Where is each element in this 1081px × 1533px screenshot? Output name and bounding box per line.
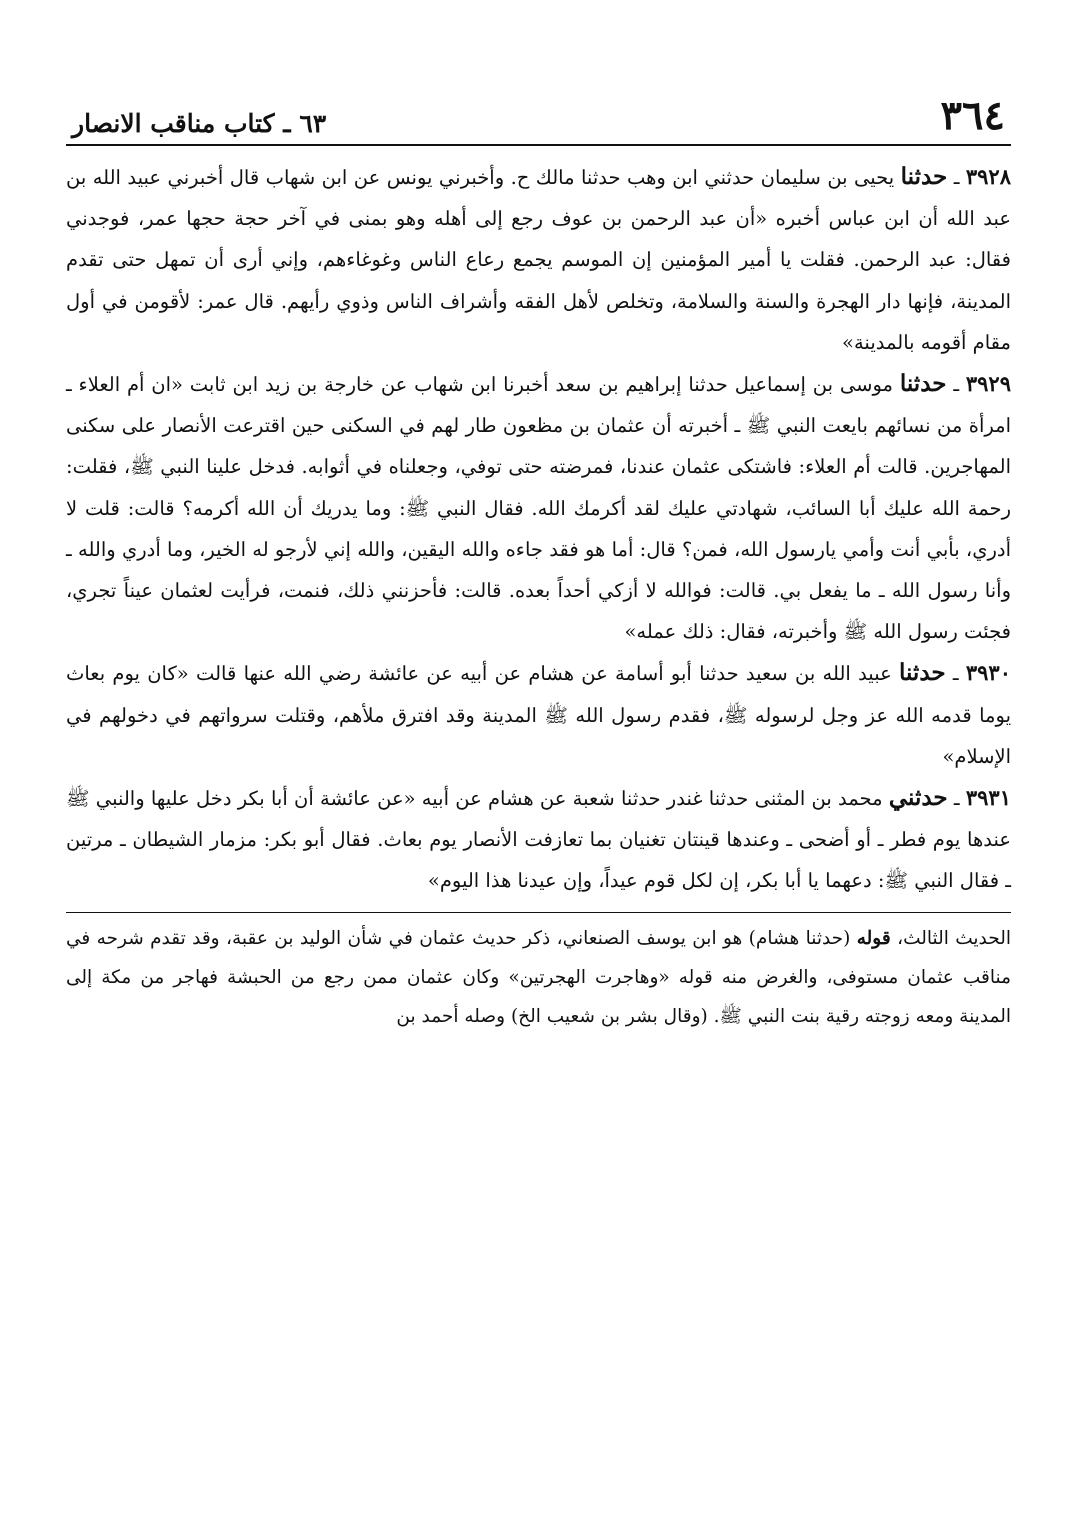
commentary-section bbox=[66, 912, 1011, 1036]
transmission-formula: حدثنا bbox=[899, 370, 947, 398]
hadith-number: ٣٩٣٠ bbox=[965, 660, 1011, 686]
running-title: ٦٣ ـ كتاب مناقب الانصار bbox=[72, 109, 327, 138]
hadith-3931: ٣٩٣١ ـ حدثني محمد بن المثنى حدثنا غندر حدثنا شعبة عن هشام عن أبيه «عن عائشة أن أبا بكر دخل عليها والنبي ﷺ عندها يوم فطر ـ أو أضحى ـ وعندها قينتان تغنيان بما تعازفت الأنصار يوم بعاث. فقال أبو بكر: مزمار الشيطان ـ مرتين ـ فقال النبي ﷺ: دعهما يا أبا بكر، إن لكل قوم عيداً، وإن عيدنا هذا اليوم» bbox=[66, 784, 1011, 893]
transmission-formula: حدثنا bbox=[898, 659, 946, 687]
commentary-text: (حدثنا هشام) هو ابن يوسف الصنعاني، ذكر حديث عثمان في شأن الوليد بن عقبة، وقد تقدم شرحه في مناقب عثمان مستوفى، والغرض منه قوله «وهاجرت الهجرتين» وكان عثمان ممن رجع من الحبشة فهاجر من مكة إلى المدينة ومعه زوجته رقية بنت النبي ﷺ. (وقال بشر بن شعيب الخ) وصله أحمد بن bbox=[66, 927, 1011, 1027]
hadith-3928: ٣٩٢٨ ـ حدثنا يحيى بن سليمان حدثني ابن وهب حدثنا مالك ح. وأخبرني يونس عن ابن شهاب قال أخبرني عبيد الله بن عبد الله أن ابن عباس أخبره «أن عبد الرحمن بن عوف رجع إلى أهله وهو بمنى في آخر حجة حجها عمر، فوجدني فقال: عبد الرحمن. فقلت يا أمير المؤمنين إن الموسم يجمع رعاع الناس وغوغاءهم، وإني أرى أن تمهل حتى تقدم المدينة، فإنها دار الهجرة والسنة والسلامة، وتخلص لأهل الفقه وأشراف الناس وذوي رأيهم. قال عمر: لأقومن في أول مقام أقومه بالمدينة» bbox=[66, 163, 1012, 354]
hadith-text: محمد بن المثنى حدثنا غندر حدثنا شعبة عن هشام عن أبيه «عن عائشة أن أبا بكر دخل عليها والنبي ﷺ عندها يوم فطر ـ أو أضحى ـ وعندها قينتان تغنيان بما تعازفت الأنصار يوم بعاث. فقال أبو بكر: مزمار الشيطان ـ مرتين ـ فقال النبي ﷺ: دعهما يا أبا بكر، إن لكل قوم عيداً، وإن عيدنا هذا اليوم» bbox=[66, 787, 1011, 893]
hadith-number: ٣٩٣١ bbox=[965, 785, 1011, 811]
commentary-qawl: قوله bbox=[856, 927, 891, 949]
hadith-text: موسى بن إسماعيل حدثنا إبراهيم بن سعد أخبرنا ابن شهاب عن خارجة بن زيد ابن ثابت «ان أم العلاء ـ امرأة من نسائهم بايعت النبي ﷺ ـ أخبرته أن عثمان بن مظعون طار لهم في السكنى حين اقترعت الأنصار على سكنى المهاجرين. قالت أم العلاء: فاشتكى عثمان عندنا، فمرضته حتى توفي، وجعلناه في أثوابه. فدخل علينا النبي ﷺ، فقلت: رحمة الله عليك أبا السائب، شهادتي عليك لقد أكرمك الله. فقال النبي ﷺ: وما يدريك أن الله أكرمه؟ قالت: قلت لا أدري، بأبي أنت وأمي يارسول الله، فمن؟ قال: أما هو فقد جاءه والله اليقين، والله إني لأرجو له الخير، وما أدري والله ـ وأنا رسول الله ـ ما يفعل بي. قالت: فوالله لا أزكي أحداً بعده. قالت: فأحزنني ذلك، فنمت، فرأيت لعثمان عيناً تجري، فجئت رسول الله ﷺ وأخبرته، فقال: ذلك عمله» bbox=[66, 373, 1011, 644]
commentary-lead: الحديث الثالث، bbox=[897, 927, 1011, 949]
transmission-formula: حدثني bbox=[888, 784, 948, 812]
transmission-formula: حدثنا bbox=[900, 163, 948, 190]
hadith-3929: ٣٩٢٩ ـ حدثنا موسى بن إسماعيل حدثنا إبراهيم بن سعد أخبرنا ابن شهاب عن خارجة بن زيد ابن ثابت «ان أم العلاء ـ امرأة من نسائهم بايعت النبي ﷺ ـ أخبرته أن عثمان بن مظعون طار لهم في السكنى حين اقترعت الأنصار على سكنى المهاجرين. قالت أم العلاء: فاشتكى عثمان عندنا، فمرضته حتى توفي، وجعلناه في أثوابه. فدخل علينا النبي ﷺ، فقلت: رحمة الله عليك أبا السائب، شهادتي عليك لقد أكرمك الله. فقال النبي ﷺ: وما يدريك أن الله أكرمه؟ قالت: قلت لا أدري، بأبي أنت وأمي يارسول الله، فمن؟ قال: أما هو فقد جاءه والله اليقين، والله إني لأرجو له الخير، وما أدري والله ـ وأنا رسول الله ـ ما يفعل بي. قالت: فوالله لا أزكي أحداً بعده. قالت: فأحزنني ذلك، فنمت، فرأيت لعثمان عيناً تجري، فجئت رسول الله ﷺ وأخبرته، فقال: ذلك عمله» bbox=[66, 370, 1011, 644]
hadith-text: يحيى بن سليمان حدثني ابن وهب حدثنا مالك ح. وأخبرني يونس عن ابن شهاب قال أخبرني عبيد الله بن عبد الله أن ابن عباس أخبره «أن عبد الرحمن بن عوف رجع إلى أهله وهو بمنى في آخر حجة حجها عمر، فوجدني فقال: عبد الرحمن. فقلت يا أمير المؤمنين إن الموسم يجمع رعاع الناس وغوغاءهم، وإني أرى أن تمهل حتى تقدم المدينة، فإنها دار الهجرة والسنة والسلامة، وتخلص لأهل الفقه وأشراف الناس وذوي رأيهم. قال عمر: لأقومن في أول مقام أقومه بالمدينة» bbox=[66, 166, 1012, 354]
page-number: ٣٦٤ bbox=[940, 92, 1005, 139]
hadith-3930: ٣٩٣٠ ـ حدثنا عبيد الله بن سعيد حدثنا أبو أسامة عن هشام عن أبيه عن عائشة رضي الله عنها قالت «كان يوم بعاث يوما قدمه الله عز وجل لرسوله ﷺ، فقدم رسول الله ﷺ المدينة وقد افترق ملأهم، وقتلت سرواتهم في دخولهم في الإسلام» bbox=[66, 659, 1011, 768]
page-header bbox=[66, 88, 1011, 146]
hadith-text: عبيد الله بن سعيد حدثنا أبو أسامة عن هشام عن أبيه عن عائشة رضي الله عنها قالت «كان يوم بعاث يوما قدمه الله عز وجل لرسوله ﷺ، فقدم رسول الله ﷺ المدينة وقد افترق ملأهم، وقتلت سرواتهم في دخولهم في الإسلام» bbox=[66, 662, 1011, 768]
hadith-number: ٣٩٢٩ bbox=[965, 371, 1011, 397]
hadith-number: ٣٩٢٨ bbox=[965, 164, 1011, 189]
